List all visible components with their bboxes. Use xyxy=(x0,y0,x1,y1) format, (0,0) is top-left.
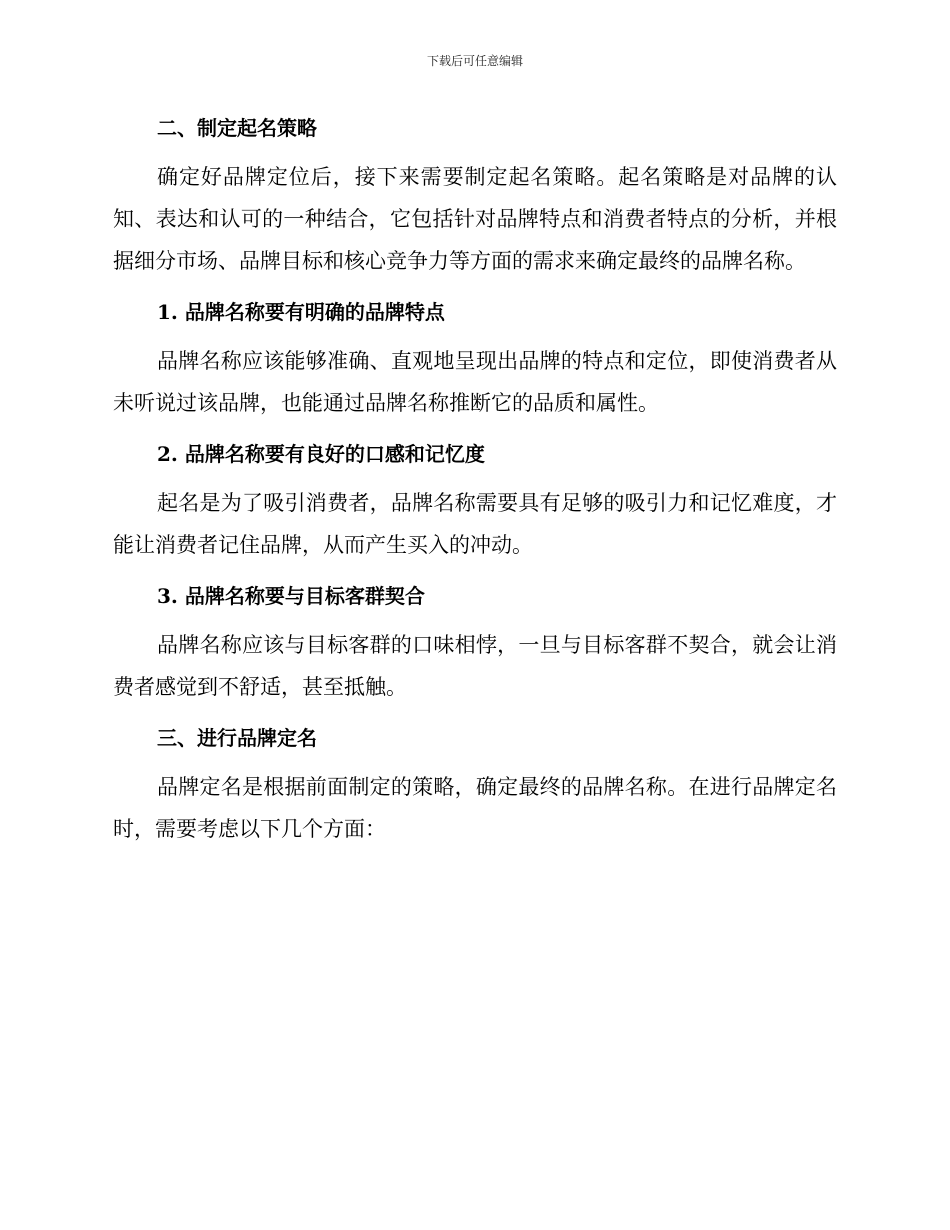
section-paragraph-target-audience: 品牌名称应该与目标客群的口味相悖，一旦与目标客群不契合，就会让消费者感觉到不舒适，甚至抵触。 xyxy=(113,633,837,699)
section-heading-memorability: 2. 品牌名称要有良好的口感和记忆度 xyxy=(157,442,485,466)
section-paragraph-brand-naming: 品牌定名是根据前面制定的策略，确定最终的品牌名称。在进行品牌定名时，需要考虑以下几个方面： xyxy=(113,775,837,841)
section-heading-brand-features: 1. 品牌名称要有明确的品牌特点 xyxy=(157,300,445,324)
header-note: 下载后可任意编辑 xyxy=(426,54,523,68)
section-paragraph-naming-strategy: 确定好品牌定位后，接下来需要制定起名策略。起名策略是对品牌的认知、表达和认可的一种结合，它包括针对品牌特点和消费者特点的分析，并根据细分市场、品牌目标和核心竞争力等方面的需求来确定最终的品牌名称。 xyxy=(113,165,837,273)
section-paragraph-memorability: 起名是为了吸引消费者，品牌名称需要具有足够的吸引力和记忆难度，才能让消费者记住品牌，从而产生买入的冲动。 xyxy=(113,491,837,557)
section-heading-brand-naming: 三、进行品牌定名 xyxy=(157,726,317,750)
document-body xyxy=(113,109,837,850)
section-heading-naming-strategy: 二、制定起名策略 xyxy=(157,116,317,140)
section-heading-target-audience: 3. 品牌名称要与目标客群契合 xyxy=(157,584,425,608)
section-paragraph-brand-features: 品牌名称应该能够准确、直观地呈现出品牌的特点和定位，即使消费者从未听说过该品牌，也能通过品牌名称推断它的品质和属性。 xyxy=(113,349,837,415)
